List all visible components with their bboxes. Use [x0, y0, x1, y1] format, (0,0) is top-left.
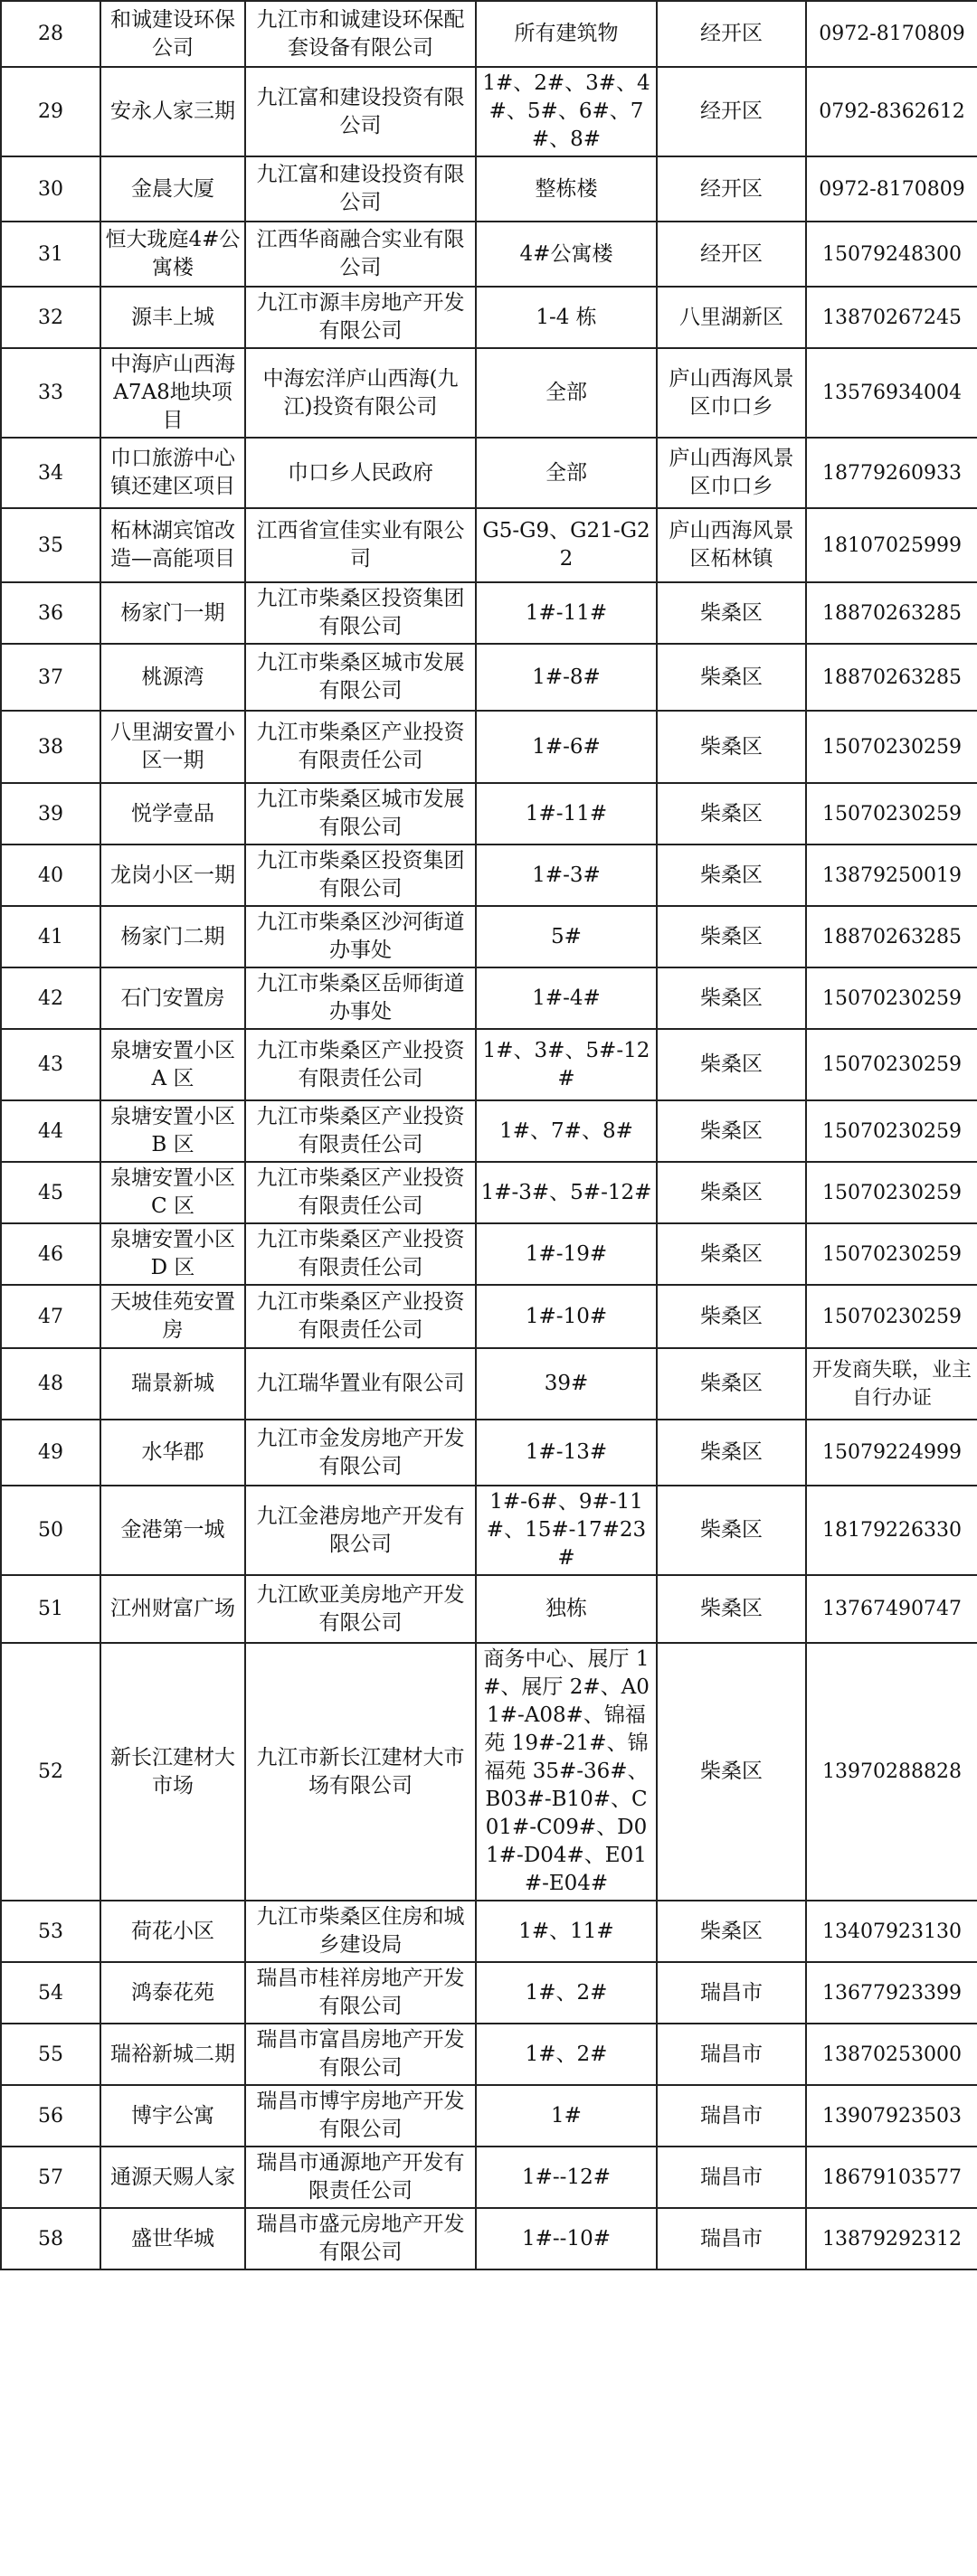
district-cell: 柴桑区 [657, 1029, 806, 1100]
district-cell: 柴桑区 [657, 1162, 806, 1223]
row-number-cell: 56 [1, 2085, 100, 2147]
phone-cell: 15070230259 [806, 1162, 977, 1223]
district-cell: 柴桑区 [657, 1223, 806, 1285]
table-row [1, 67, 977, 156]
company-cell: 九江富和建设投资有限公司 [245, 67, 476, 156]
buildings-cell: 1#、11# [476, 1901, 657, 1962]
phone-cell: 13907923503 [806, 2085, 977, 2147]
phone-cell: 13407923130 [806, 1901, 977, 1962]
district-cell: 瑞昌市 [657, 2208, 806, 2269]
buildings-cell: 整栋楼 [476, 156, 657, 222]
phone-cell: 0972-8170809 [806, 1, 977, 67]
company-cell: 九江市柴桑区产业投资有限责任公司 [245, 1029, 476, 1100]
district-cell: 柴桑区 [657, 967, 806, 1029]
row-number-cell: 48 [1, 1348, 100, 1420]
table-row [1, 1285, 977, 1348]
company-cell: 江西华商融合实业有限公司 [245, 222, 476, 287]
buildings-cell: 全部 [476, 438, 657, 508]
buildings-cell: 5# [476, 906, 657, 967]
project-name-cell: 盛世华城 [100, 2208, 245, 2269]
table-row [1, 222, 977, 287]
project-name-cell: 柘林湖宾馆改造—高能项目 [100, 508, 245, 582]
row-number-cell: 39 [1, 783, 100, 845]
table-row [1, 287, 977, 348]
row-number-cell: 49 [1, 1420, 100, 1486]
phone-cell: 15070230259 [806, 711, 977, 783]
row-number-cell: 47 [1, 1285, 100, 1348]
company-cell: 瑞昌市盛元房地产开发有限公司 [245, 2208, 476, 2269]
table-row [1, 906, 977, 967]
district-cell: 柴桑区 [657, 1100, 806, 1162]
table-row [1, 2085, 977, 2147]
company-cell: 九江市柴桑区产业投资有限责任公司 [245, 711, 476, 783]
row-number-cell: 35 [1, 508, 100, 582]
district-cell: 柴桑区 [657, 711, 806, 783]
company-cell: 九江市新长江建材大市场有限公司 [245, 1643, 476, 1901]
district-cell: 柴桑区 [657, 845, 806, 906]
project-name-cell: 安永人家三期 [100, 67, 245, 156]
company-cell: 九江市柴桑区产业投资有限责任公司 [245, 1223, 476, 1285]
phone-cell: 13677923399 [806, 1962, 977, 2024]
phone-cell: 13767490747 [806, 1575, 977, 1643]
row-number-cell: 57 [1, 2147, 100, 2208]
table-row [1, 1, 977, 67]
row-number-cell: 38 [1, 711, 100, 783]
phone-cell: 15070230259 [806, 967, 977, 1029]
phone-cell: 13879292312 [806, 2208, 977, 2269]
buildings-cell: 1#-8# [476, 644, 657, 711]
buildings-cell: 1#-6# [476, 711, 657, 783]
project-name-cell: 江州财富广场 [100, 1575, 245, 1643]
company-cell: 九江市柴桑区产业投资有限责任公司 [245, 1162, 476, 1223]
buildings-cell: 所有建筑物 [476, 1, 657, 67]
row-number-cell: 44 [1, 1100, 100, 1162]
table-row [1, 1420, 977, 1486]
project-name-cell: 源丰上城 [100, 287, 245, 348]
phone-cell: 15070230259 [806, 783, 977, 845]
table-row [1, 845, 977, 906]
project-name-cell: 博宇公寓 [100, 2085, 245, 2147]
buildings-cell: 39# [476, 1348, 657, 1420]
district-cell: 经开区 [657, 67, 806, 156]
buildings-cell: 1#-11# [476, 783, 657, 845]
phone-cell: 18179226330 [806, 1486, 977, 1575]
row-number-cell: 53 [1, 1901, 100, 1962]
row-number-cell: 29 [1, 67, 100, 156]
district-cell: 瑞昌市 [657, 1962, 806, 2024]
project-name-cell: 巾口旅游中心镇还建区项目 [100, 438, 245, 508]
buildings-cell: 1#、7#、8# [476, 1100, 657, 1162]
project-name-cell: 金港第一城 [100, 1486, 245, 1575]
company-cell: 九江市柴桑区城市发展有限公司 [245, 783, 476, 845]
table-row [1, 1162, 977, 1223]
district-cell: 经开区 [657, 222, 806, 287]
district-cell: 经开区 [657, 1, 806, 67]
company-cell: 九江富和建设投资有限公司 [245, 156, 476, 222]
buildings-cell: 1#--12# [476, 2147, 657, 2208]
company-cell: 九江市柴桑区城市发展有限公司 [245, 644, 476, 711]
row-number-cell: 33 [1, 348, 100, 438]
buildings-cell: 1#、2#、3#、4#、5#、6#、7#、8# [476, 67, 657, 156]
table-row [1, 438, 977, 508]
table-row [1, 508, 977, 582]
row-number-cell: 32 [1, 287, 100, 348]
company-cell: 九江市柴桑区岳师街道办事处 [245, 967, 476, 1029]
company-cell: 瑞昌市博宇房地产开发有限公司 [245, 2085, 476, 2147]
phone-cell: 13970288828 [806, 1643, 977, 1901]
project-name-cell: 通源天赐人家 [100, 2147, 245, 2208]
table-row [1, 2024, 977, 2085]
project-name-cell: 龙岗小区一期 [100, 845, 245, 906]
table-row [1, 1575, 977, 1643]
company-cell: 瑞昌市富昌房地产开发有限公司 [245, 2024, 476, 2085]
project-name-cell: 杨家门一期 [100, 582, 245, 644]
company-cell: 瑞昌市通源地产开发有限责任公司 [245, 2147, 476, 2208]
buildings-cell: G5-G9、G21-G22 [476, 508, 657, 582]
row-number-cell: 34 [1, 438, 100, 508]
district-cell: 柴桑区 [657, 783, 806, 845]
buildings-cell: 1#-3#、5#-12# [476, 1162, 657, 1223]
table-row [1, 1100, 977, 1162]
project-name-cell: 瑞景新城 [100, 1348, 245, 1420]
district-cell: 柴桑区 [657, 1901, 806, 1962]
table-row [1, 644, 977, 711]
phone-cell: 18870263285 [806, 906, 977, 967]
company-cell: 九江市柴桑区产业投资有限责任公司 [245, 1285, 476, 1348]
project-name-cell: 中海庐山西海 A7A8地块项目 [100, 348, 245, 438]
row-number-cell: 31 [1, 222, 100, 287]
district-cell: 柴桑区 [657, 1285, 806, 1348]
buildings-cell: 1-4 栋 [476, 287, 657, 348]
phone-cell: 15070230259 [806, 1029, 977, 1100]
company-cell: 九江瑞华置业有限公司 [245, 1348, 476, 1420]
buildings-cell: 1#-3# [476, 845, 657, 906]
table-row [1, 783, 977, 845]
company-cell: 中海宏洋庐山西海(九江)投资有限公司 [245, 348, 476, 438]
company-cell: 九江市柴桑区住房和城乡建设局 [245, 1901, 476, 1962]
table-row [1, 582, 977, 644]
row-number-cell: 52 [1, 1643, 100, 1901]
project-name-cell: 鸿泰花苑 [100, 1962, 245, 2024]
phone-cell: 13870253000 [806, 2024, 977, 2085]
row-number-cell: 55 [1, 2024, 100, 2085]
project-name-cell: 和诚建设环保公司 [100, 1, 245, 67]
company-cell: 江西省宣佳实业有限公司 [245, 508, 476, 582]
project-name-cell: 杨家门二期 [100, 906, 245, 967]
project-name-cell: 荷花小区 [100, 1901, 245, 1962]
district-cell: 柴桑区 [657, 582, 806, 644]
row-number-cell: 51 [1, 1575, 100, 1643]
row-number-cell: 37 [1, 644, 100, 711]
row-number-cell: 42 [1, 967, 100, 1029]
phone-cell: 15079248300 [806, 222, 977, 287]
project-name-cell: 瑞裕新城二期 [100, 2024, 245, 2085]
project-name-cell: 泉塘安置小区 D 区 [100, 1223, 245, 1285]
buildings-cell: 1# [476, 2085, 657, 2147]
phone-cell: 0792-8362612 [806, 67, 977, 156]
company-cell: 九江市柴桑区投资集团有限公司 [245, 845, 476, 906]
row-number-cell: 50 [1, 1486, 100, 1575]
project-name-cell: 泉塘安置小区 C 区 [100, 1162, 245, 1223]
project-name-cell: 石门安置房 [100, 967, 245, 1029]
company-cell: 九江市柴桑区沙河街道办事处 [245, 906, 476, 967]
project-name-cell: 新长江建材大市场 [100, 1643, 245, 1901]
phone-cell: 18870263285 [806, 582, 977, 644]
row-number-cell: 54 [1, 1962, 100, 2024]
project-name-cell: 悦学壹品 [100, 783, 245, 845]
district-cell: 柴桑区 [657, 1575, 806, 1643]
company-cell: 九江金港房地产开发有限公司 [245, 1486, 476, 1575]
phone-cell: 18107025999 [806, 508, 977, 582]
row-number-cell: 30 [1, 156, 100, 222]
buildings-cell: 1#-11# [476, 582, 657, 644]
company-cell: 瑞昌市桂祥房地产开发有限公司 [245, 1962, 476, 2024]
company-cell: 九江市和诚建设环保配套设备有限公司 [245, 1, 476, 67]
district-cell: 柴桑区 [657, 1643, 806, 1901]
table-row [1, 711, 977, 783]
buildings-cell: 4#公寓楼 [476, 222, 657, 287]
buildings-cell: 1#-6#、9#-11#、15#-17#23# [476, 1486, 657, 1575]
row-number-cell: 45 [1, 1162, 100, 1223]
table-row [1, 1223, 977, 1285]
row-number-cell: 58 [1, 2208, 100, 2269]
buildings-cell: 1#-4# [476, 967, 657, 1029]
phone-cell: 18679103577 [806, 2147, 977, 2208]
district-cell: 柴桑区 [657, 644, 806, 711]
phone-cell: 15070230259 [806, 1223, 977, 1285]
phone-cell: 13879250019 [806, 845, 977, 906]
district-cell: 柴桑区 [657, 1486, 806, 1575]
table-body [1, 1, 977, 2269]
company-cell: 九江市源丰房地产开发有限公司 [245, 287, 476, 348]
district-cell: 经开区 [657, 156, 806, 222]
project-name-cell: 天坡佳苑安置房 [100, 1285, 245, 1348]
phone-cell: 13576934004 [806, 348, 977, 438]
table-row [1, 2208, 977, 2269]
buildings-cell: 1#-13# [476, 1420, 657, 1486]
row-number-cell: 36 [1, 582, 100, 644]
buildings-cell: 商务中心、展厅 1#、展厅 2#、A01#-A08#、锦福苑 19#-21#、锦福苑 35#-36#、B03#-B10#、C01#-C09#、D01#-D04#、E01#-E04# [476, 1643, 657, 1901]
project-name-cell: 泉塘安置小区 A 区 [100, 1029, 245, 1100]
buildings-cell: 1#-19# [476, 1223, 657, 1285]
table-row [1, 348, 977, 438]
buildings-cell: 独栋 [476, 1575, 657, 1643]
table-row [1, 967, 977, 1029]
company-cell: 九江市柴桑区投资集团有限公司 [245, 582, 476, 644]
district-cell: 瑞昌市 [657, 2085, 806, 2147]
row-number-cell: 40 [1, 845, 100, 906]
project-name-cell: 八里湖安置小区一期 [100, 711, 245, 783]
project-name-cell: 水华郡 [100, 1420, 245, 1486]
phone-cell: 15079224999 [806, 1420, 977, 1486]
phone-cell: 13870267245 [806, 287, 977, 348]
table-row [1, 1643, 977, 1901]
company-cell: 九江欧亚美房地产开发有限公司 [245, 1575, 476, 1643]
buildings-cell: 全部 [476, 348, 657, 438]
district-cell: 庐山西海风景区巾口乡 [657, 438, 806, 508]
table-row [1, 2147, 977, 2208]
phone-cell: 18870263285 [806, 644, 977, 711]
table-row [1, 1348, 977, 1420]
company-cell: 巾口乡人民政府 [245, 438, 476, 508]
project-name-cell: 金晨大厦 [100, 156, 245, 222]
phone-cell: 开发商失联，业主自行办证 [806, 1348, 977, 1420]
buildings-cell: 1#、3#、5#-12# [476, 1029, 657, 1100]
buildings-cell: 1#、2# [476, 1962, 657, 2024]
district-cell: 柴桑区 [657, 906, 806, 967]
phone-cell: 15070230259 [806, 1285, 977, 1348]
buildings-cell: 1#、2# [476, 2024, 657, 2085]
buildings-cell: 1#--10# [476, 2208, 657, 2269]
row-number-cell: 43 [1, 1029, 100, 1100]
project-name-cell: 恒大珑庭4#公寓楼 [100, 222, 245, 287]
table-row [1, 1901, 977, 1962]
table-row [1, 156, 977, 222]
company-cell: 九江市金发房地产开发有限公司 [245, 1420, 476, 1486]
table-row [1, 1486, 977, 1575]
row-number-cell: 46 [1, 1223, 100, 1285]
company-cell: 九江市柴桑区产业投资有限责任公司 [245, 1100, 476, 1162]
phone-cell: 15070230259 [806, 1100, 977, 1162]
district-cell: 瑞昌市 [657, 2147, 806, 2208]
district-cell: 柴桑区 [657, 1420, 806, 1486]
district-cell: 柴桑区 [657, 1348, 806, 1420]
project-name-cell: 桃源湾 [100, 644, 245, 711]
table-row [1, 1029, 977, 1100]
row-number-cell: 28 [1, 1, 100, 67]
table-row [1, 1962, 977, 2024]
district-cell: 八里湖新区 [657, 287, 806, 348]
row-number-cell: 41 [1, 906, 100, 967]
phone-cell: 18779260933 [806, 438, 977, 508]
district-cell: 庐山西海风景区柘林镇 [657, 508, 806, 582]
phone-cell: 0972-8170809 [806, 156, 977, 222]
buildings-cell: 1#-10# [476, 1285, 657, 1348]
district-cell: 庐山西海风景区巾口乡 [657, 348, 806, 438]
project-name-cell: 泉塘安置小区 B 区 [100, 1100, 245, 1162]
district-cell: 瑞昌市 [657, 2024, 806, 2085]
